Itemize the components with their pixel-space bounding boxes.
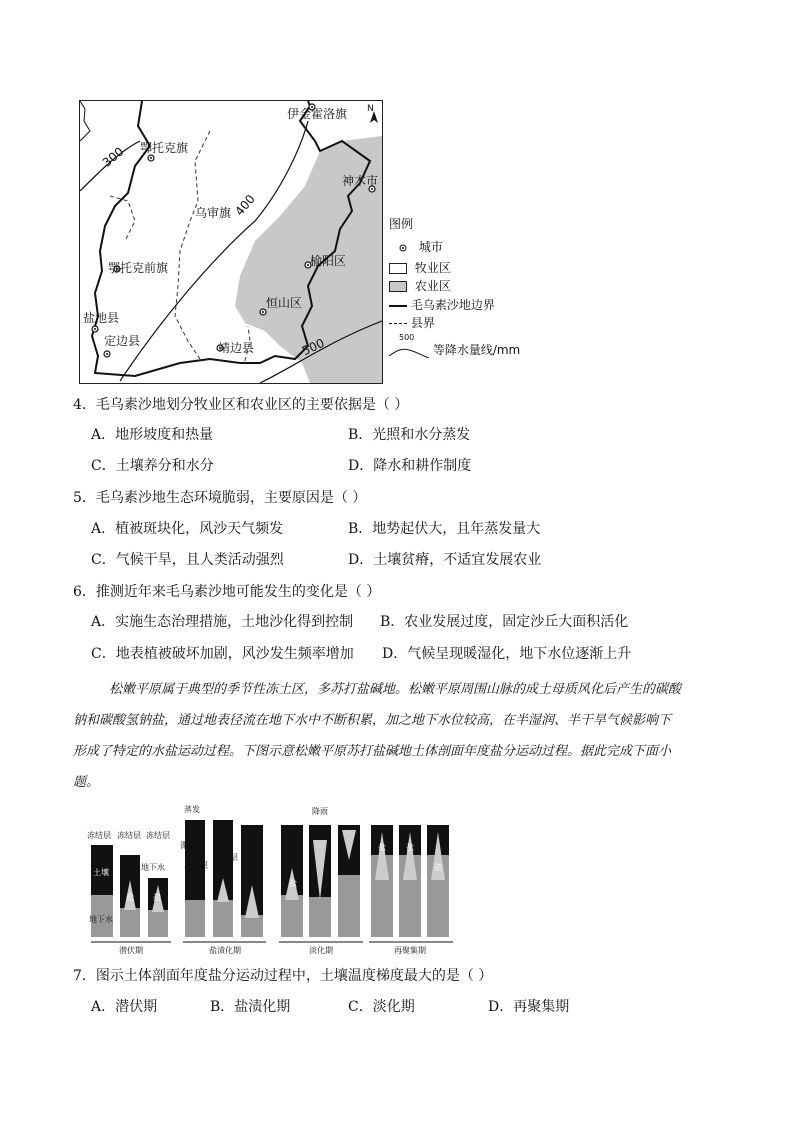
legend-farm-row: [389, 277, 451, 294]
question-5-stem: 5．毛乌素沙地生态环境脆弱，主要原因是（ ）: [73, 490, 367, 506]
fig-label: 盐: [434, 863, 442, 872]
passage-line: 钠和碳酸氢钠盐，通过地表径流在地下水中不断积累，加之地下水位较高，在半湿润、半干旱气候影响下: [73, 713, 672, 728]
q5-option-c[interactable]: C．气候干旱，且人类活动强烈: [91, 552, 284, 568]
passage-line: 形成了特定的水盐运动过程。下图示意松嫩平原苏打盐碱地土体剖面年度盐分运动过程。据此完成下面小: [73, 744, 672, 759]
q6-option-a[interactable]: A．实施生态治理措施，土地沙化得到控制: [91, 614, 354, 630]
q4-option-d[interactable]: D．降水和耕作制度: [348, 458, 472, 474]
fig-label: 滞水层: [180, 841, 204, 850]
isoline-label: 400: [232, 191, 258, 219]
period-label: 盐渍化期: [209, 946, 241, 955]
q7-option-d[interactable]: D．再聚集期: [488, 999, 570, 1015]
q4-option-c[interactable]: C．土壤养分和水分: [91, 458, 214, 474]
q6-option-c[interactable]: C．地表植被破坏加剧，风沙发生频率增加: [91, 646, 354, 662]
q7-option-c[interactable]: C．淡化期: [348, 999, 415, 1015]
fig-label: 降雨: [312, 807, 328, 816]
legend-boundary-row: [389, 296, 495, 313]
period-label: 再聚集期: [394, 946, 426, 955]
q5-option-b[interactable]: B．地势起伏大，且年蒸发量大: [348, 521, 541, 537]
fig-label: 冻结层: [87, 831, 111, 840]
fig-label: 盐: [126, 893, 134, 902]
passage: [73, 674, 727, 798]
maowusu-map: [79, 100, 383, 384]
q6-option-b[interactable]: B．农业发展过度，固定沙丘大面积活化: [380, 614, 629, 630]
fig-label: 蒸发: [184, 805, 200, 814]
pasture-swatch: [389, 263, 407, 274]
city-label: 盐池县: [83, 311, 120, 325]
city-label: 鄂托克前旗: [108, 261, 169, 275]
q7-option-b[interactable]: B．盐渍化期: [210, 999, 291, 1015]
city-label: 乌审旗: [195, 206, 232, 220]
fig-label: 盐: [406, 843, 414, 852]
city-label: 伊金霍洛旗: [287, 107, 348, 121]
legend-boundary-label: 毛乌素沙地边界: [410, 298, 495, 312]
legend-isoline-value: 500: [399, 333, 415, 342]
isoline-icon: [389, 344, 429, 358]
passage-line: 题。: [73, 775, 100, 790]
city-label: 神木市: [342, 174, 379, 188]
county-line-2: [110, 196, 135, 241]
question-4-stem: 4．毛乌素沙地划分牧业区和农业区的主要依据是（ ）: [73, 397, 409, 413]
legend-city-label: 城市: [418, 240, 443, 254]
legend-county-row: [389, 314, 435, 331]
fig-label: 土壤: [93, 868, 109, 877]
county-line-icon: [389, 323, 407, 324]
fig-label: 盐: [378, 843, 386, 852]
boundary-line-icon: [389, 305, 407, 307]
city-label: 靖边县: [218, 341, 255, 355]
soil-profile-figure: [83, 800, 463, 960]
fig-label: 冻结层: [146, 831, 170, 840]
fig-label: 盐: [289, 879, 297, 888]
isoline-label: 300: [99, 144, 127, 170]
period-label: 潜伏期: [119, 946, 143, 955]
legend-pasture-row: [389, 259, 451, 276]
city-label: 定边县: [104, 334, 141, 348]
city-label: 榆阳区: [310, 254, 347, 268]
q4-option-b[interactable]: B．光照和水分蒸发: [348, 427, 471, 443]
legend-isoline-row: [389, 333, 521, 358]
city-label: 恒山区: [266, 296, 303, 310]
q7-option-a[interactable]: A．潜伏期: [91, 999, 158, 1015]
period-label: 淡化期: [309, 946, 333, 955]
legend-city-row: [399, 238, 443, 255]
q5-option-a[interactable]: A．植被斑块化，风沙天气频发: [91, 521, 284, 537]
farm-swatch: [389, 281, 407, 292]
q5-option-d[interactable]: D．土壤贫瘠，不适宜发展农业: [348, 552, 542, 568]
soil-profile-drawing: [83, 800, 463, 960]
county-line-1: [175, 131, 210, 359]
north-label: N: [367, 104, 374, 114]
fig-label: 地下水: [89, 915, 113, 924]
city-marker-icon: [399, 244, 407, 252]
question-7-stem: 7．图示土体剖面年度盐分运动过程中，土壤温度梯度最大的是（ ）: [73, 968, 493, 984]
passage-line: 松嫩平原属于典型的季节性冻土区，多苏打盐碱地。松嫩平原周围山脉的成土母质风化后产生的碳酸: [109, 682, 682, 697]
q4-option-a[interactable]: A．地形坡度和热量: [91, 427, 214, 443]
fig-label: 冻结层: [117, 831, 141, 840]
fig-label: 盐结层: [214, 853, 238, 862]
isoline-label: 500: [299, 335, 327, 359]
q6-option-d[interactable]: D．气候呈现暖湿化，地下水位逐渐上升: [382, 646, 632, 662]
fig-label: 冻结层: [184, 861, 208, 870]
legend-title: 图例: [389, 217, 414, 231]
legend-pasture-label: 牧业区: [414, 261, 451, 275]
fig-label: 盐: [153, 893, 161, 902]
legend-isoline-label: 等降水量线/mm: [432, 343, 521, 357]
question-6-stem: 6．推测近年来毛乌素沙地可能发生的变化是（ ）: [73, 584, 381, 600]
legend-farm-label: 农业区: [414, 279, 451, 293]
city-label: 鄂托克旗: [140, 141, 189, 155]
fig-label: 地下水: [141, 863, 165, 872]
legend-county-label: 县界: [410, 316, 435, 330]
